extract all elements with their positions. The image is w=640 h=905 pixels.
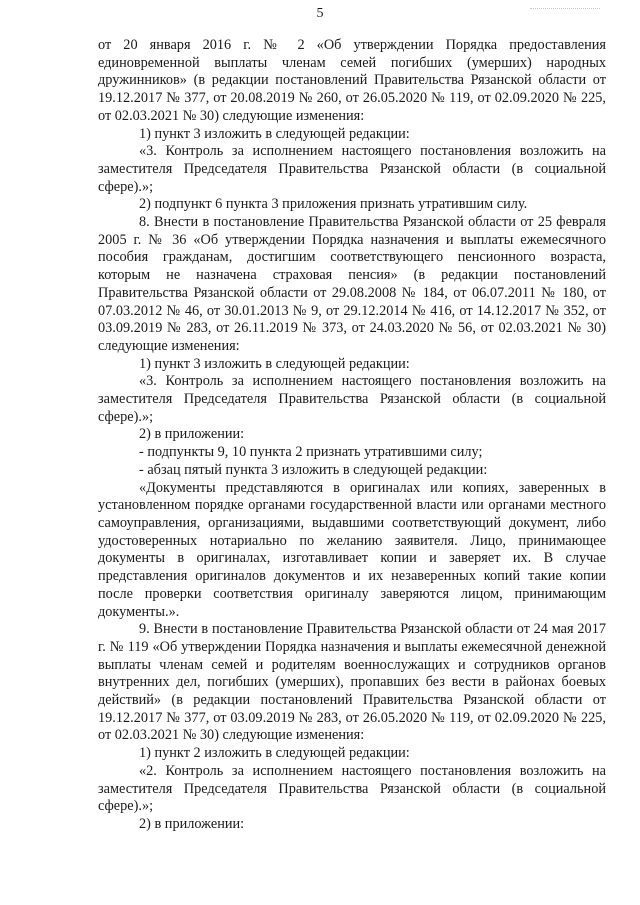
paragraph-item-1-c: 1) пункт 2 изложить в следующей редакции:: [139, 745, 410, 762]
paragraph-item-1-a: 1) пункт 3 изложить в следующей редакции:: [139, 125, 410, 142]
paragraph-item-2-a: 2) подпункт 6 пункта 3 приложения признать утратившим силу.: [139, 196, 528, 213]
paragraph-quote-docs: «Документы представляются в оригиналах или копиях, заверенных в установленном порядке органами государственной власти или органами местного самоуправления, организациями, выдавшими соответствующий документ, либо удостоверенных нотариально по желанию заявителя. Лицо, принимающее документы в оригиналах, изготавливает копии и заверяет их. В случае представления оригиналов документов и их незаверенных копий такие копии после проверки соответствия оригиналу заверяются лицом, принимающим документы.».: [98, 479, 606, 620]
paragraph-item-1-b: 1) пункт 3 изложить в следующей редакции:: [139, 355, 410, 372]
paragraph-quote-1-b: «3. Контроль за исполнением настоящего постановления возложить на заместителя Председателя Правительства Рязанской области (в социальной сфере).»;: [98, 373, 606, 425]
paragraph-quote-2-c: «2. Контроль за исполнением настоящего постановления возложить на заместителя Председателя Правительства Рязанской области (в социальной сфере).»;: [98, 762, 606, 815]
paragraph-item-2-b: 2) в приложении:: [139, 426, 245, 443]
paragraph-cont-intro: от 20 января 2016 г. № 2 «Об утверждении Порядка предоставления единовременной выплаты членам семей погибших (умерших) народных дружинников» (в редакции постановлений Правительства Рязанской области от 19.12.2017 № 377, от 20.08.2019 № 260, от 26.05.2020 № 119, от 02.09.2020 № 225, от 02.03.2021 № 30) следующие изменения:: [98, 37, 606, 124]
paragraph-section-8: 8. Внести в постановление Правительства Рязанской области от 25 февраля 2005 г. № 36 «Об утверждении Порядка назначения и выплаты ежемесячного пособия гражданам, достигшим соответствующего пенсионного возраста, которым не назначена страховая пенсия» (в редакции постановлений Правительства Рязанской области от 29.08.2008 № 184, от 06.07.2011 № 180, от 07.03.2012 № 46, от 30.01.2013 № 9, от 29.12.2014 № 416, от 14.12.2017 № 352, от 03.09.2019 № 283, от 26.11.2019 № 373, от 24.03.2020 № 56, от 02.03.2021 № 30) следующие изменения:: [98, 214, 606, 354]
page-number: 5: [316, 6, 324, 21]
paragraph-dash-1: - подпункты 9, 10 пункта 2 признать утратившими силу;: [139, 444, 483, 461]
scan-artifact: [530, 8, 600, 10]
document-body: [98, 37, 606, 834]
paragraph-quote-1-a: «3. Контроль за исполнением настоящего постановления возложить на заместителя Председателя Правительства Рязанской области (в социальной сфере).»;: [98, 143, 606, 195]
paragraph-item-2-c: 2) в приложении:: [139, 815, 245, 832]
paragraph-dash-2: - абзац пятый пункта 3 изложить в следующей редакции:: [139, 461, 488, 478]
paragraph-section-9: 9. Внести в постановление Правительства Рязанской области от 24 мая 2017 г. № 119 «Об утверждении Порядка назначения и выплаты ежемесячной денежной выплаты членам семей и родителям военнослужащих и сотрудников органов внутренних дел, погибших (умерших), пропавших без вести в районах боевых действий» (в редакции постановлений Правительства Рязанской области от 19.12.2017 № 377, от 03.09.2019 № 283, от 26.05.2020 № 119, от 02.09.2020 № 225, от 02.03.2021 № 30) следующие изменения:: [98, 621, 606, 744]
